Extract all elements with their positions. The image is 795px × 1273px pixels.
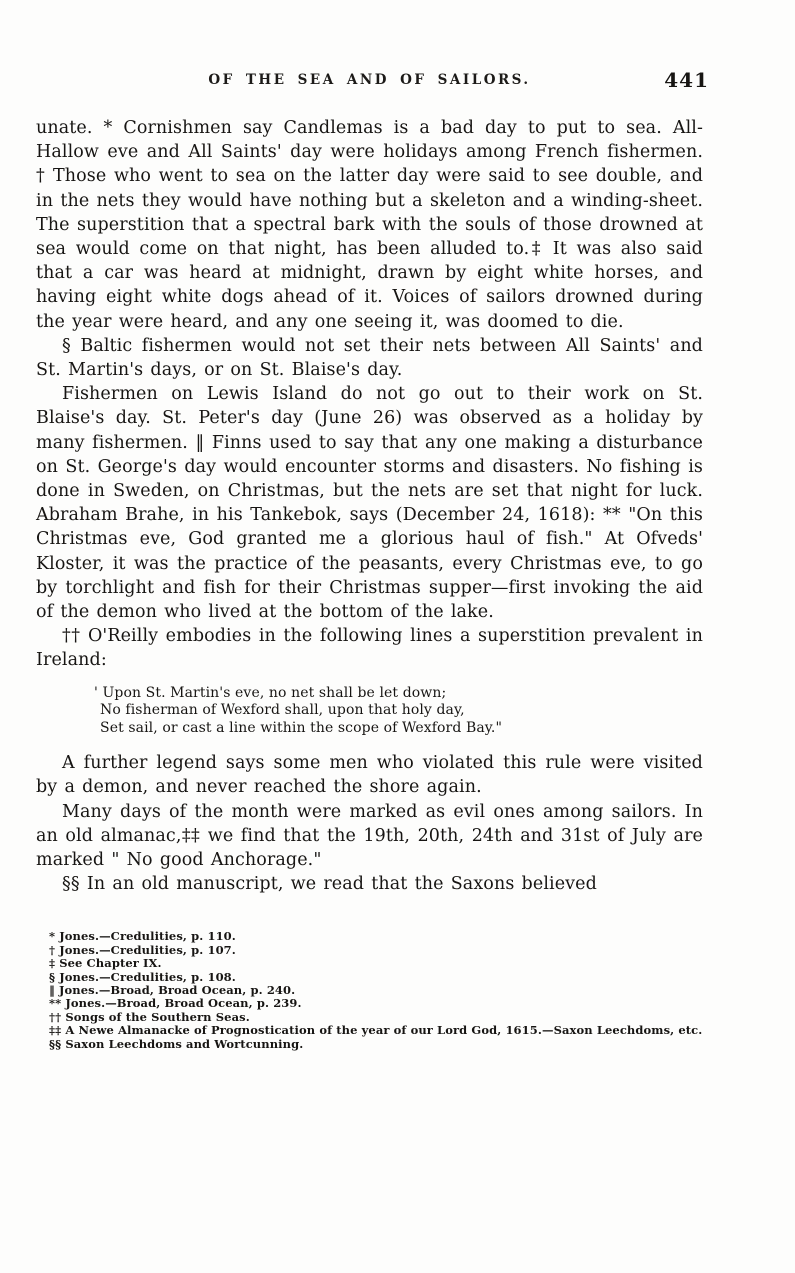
verse-quote: [94, 685, 703, 738]
footnote: ‡‡ A Newe Almanacke of Prognostication of the year of our Lord God, 1615.—Saxon Leechdoms, etc.: [49, 1023, 703, 1038]
footnote: * Jones.—Credulities, p. 110.: [49, 929, 236, 944]
page-number: 441: [664, 68, 709, 92]
paragraph-baltic-fishermen: § Baltic fishermen would not set their nets between All Saints' and St. Martin's days, or on St. Blaise's day.: [36, 335, 703, 381]
paragraph-saxons: §§ In an old manuscript, we read that the Saxons believed: [62, 874, 597, 895]
paragraph-continuation: unate. * Cornishmen say Candlemas is a bad day to put to sea. All-Hallow eve and All Saints' day were holidays among French fishermen. † Those who went to sea on the latter day were said to see double, and in the nets they would have nothing but a skeleton and a winding-sheet. The superstition that a spectral bark with the souls of those drowned at sea would come on that night, has been alluded to.‡ It was also said that a car was heard at midnight, drawn by eight white horses, and having eight white dogs ahead of it. Voices of sailors drowned during the year were heard, and any one seeing it, was doomed to die.: [36, 118, 703, 332]
footnotes: [36, 930, 703, 1051]
body-text: [36, 116, 703, 896]
paragraph-lewis-island: Fishermen on Lewis Island do not go out to their work on St. Blaise's day. St. Peter's day (June 26) was observed as a holiday by many fishermen. ‖ Finns used to say that any one making a disturbance on St. George's day would encounter storms and disasters. No fishing is done in Sweden, on Christmas, but the nets are set that night for luck. Abraham Brahe, in his Tankebok, says (December 24, 1618): ** "On this Christmas eve, God granted me a glorious haul of fish." At Ofveds' Kloster, it was the practice of the peasants, every Christmas eve, to go by torchlight and fish for their Christmas supper—first invoking the aid of the demon who lived at the bottom of the lake.: [36, 384, 703, 623]
footnote: ** Jones.—Broad, Broad Ocean, p. 239.: [49, 996, 302, 1011]
running-head: [36, 68, 709, 98]
footnote: ‡ See Chapter IX.: [49, 956, 162, 971]
running-title: OF THE SEA AND OF SAILORS.: [208, 72, 531, 88]
footnote: §§ Saxon Leechdoms and Wortcunning.: [49, 1036, 304, 1051]
footnote: † Jones.—Credulities, p. 107.: [49, 942, 236, 957]
verse-line: Set sail, or cast a line within the scope of Wexford Bay.": [100, 719, 503, 736]
footnote: †† Songs of the Southern Seas.: [49, 1009, 250, 1024]
footnote: § Jones.—Credulities, p. 108.: [49, 969, 236, 984]
footnote: ‖ Jones.—Broad, Broad Ocean, p. 240.: [49, 983, 296, 998]
paragraph-oreilly-intro: †† O'Reilly embodies in the following lines a superstition prevalent in Ireland:: [36, 626, 703, 671]
verse-line: ' Upon St. Martin's eve, no net shall be let down;: [94, 684, 447, 701]
verse-line: No fisherman of Wexford shall, upon that holy day,: [100, 702, 465, 719]
paragraph-further-legend: A further legend says some men who violated this rule were visited by a demon, and never reached the shore again.: [36, 753, 703, 798]
paragraph-evil-days: Many days of the month were marked as evil ones among sailors. In an old almanac,‡‡ we find that the 19th, 20th, 24th and 31st of July are marked " No good Anchorage.": [36, 801, 703, 870]
